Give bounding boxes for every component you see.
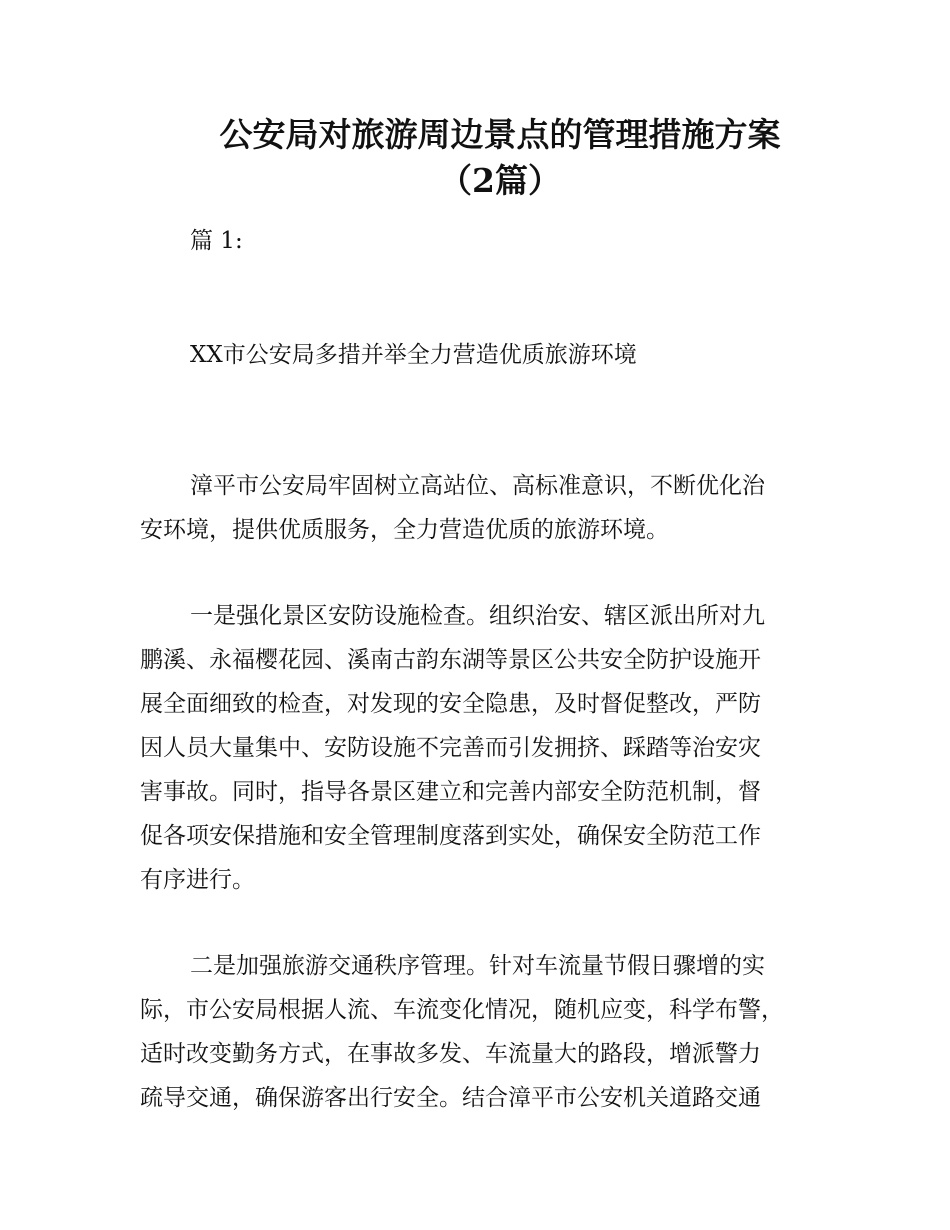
paragraph-intro [140, 464, 820, 552]
paragraph-point-two [140, 944, 820, 1120]
paragraph-point-one [140, 594, 820, 902]
article-subtitle: XX市公安局多措并举全力营造优质旅游环境 [190, 342, 637, 368]
paragraph-line: 漳平市公安局牢固树立高站位、高标准意识，不断优化治 [190, 473, 765, 499]
paragraph-line: 有序进行。 [140, 867, 255, 893]
paragraph-line: 一是强化景区安防设施检查。组织治安、辖区派出所对九 [190, 603, 765, 629]
paragraph-line: 鹏溪、永福樱花园、溪南古韵东湖等景区公共安全防护设施开 [140, 647, 761, 673]
paragraph-line: 因人员大量集中、安防设施不完善而引发拥挤、踩踏等治安灾 [140, 735, 761, 761]
paragraph-line: 促各项安保措施和安全管理制度落到实处，确保安全防范工作 [140, 823, 761, 849]
paragraph-line: 疏导交通，确保游客出行安全。结合漳平市公安机关道路交通 [140, 1085, 761, 1111]
section-label: 篇 1: [190, 228, 243, 254]
paragraph-line: 二是加强旅游交通秩序管理。针对车流量节假日骤增的实 [190, 953, 765, 979]
paragraph-line: 害事故。同时，指导各景区建立和完善内部安全防范机制，督 [140, 779, 761, 805]
document-title-line-1: 公安局对旅游周边景点的管理措施方案 [219, 115, 781, 154]
document-title-line-2: （2篇） [439, 161, 561, 200]
paragraph-line: 适时改变勤务方式，在事故多发、车流量大的路段，增派警力 [140, 1041, 761, 1067]
paragraph-line: 际，市公安局根据人流、车流变化情况，随机应变，科学布警， [140, 997, 784, 1023]
paragraph-line: 展全面细致的检查，对发现的安全隐患，及时督促整改，严防 [140, 691, 761, 717]
paragraph-line: 安环境，提供优质服务，全力营造优质的旅游环境。 [140, 517, 669, 543]
